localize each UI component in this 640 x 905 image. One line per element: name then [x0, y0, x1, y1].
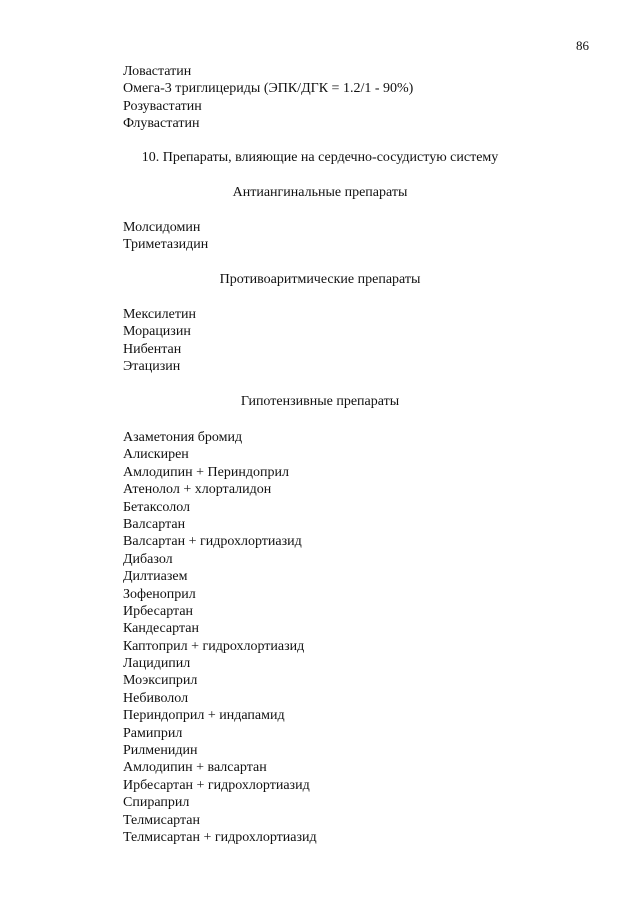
list-item: Амлодипин + Периндоприл: [123, 464, 289, 480]
list-item: Морацизин: [123, 324, 191, 340]
list-item: Каптоприл + гидрохлортиазид: [123, 638, 305, 654]
list-item: Атенолол + хлорталидон: [123, 482, 272, 498]
list-item: Зофеноприл: [123, 586, 196, 602]
antiarrhythmic-list: [123, 306, 196, 376]
list-item: Флувастатин: [123, 116, 200, 132]
antianginal-heading: Антиангинальные препараты: [232, 185, 408, 200]
list-item: Телмисартан + гидрохлортиазид: [123, 829, 317, 845]
hypotensive-heading: Гипотензивные препараты: [240, 394, 400, 409]
list-item: Азаметония бромид: [123, 430, 243, 445]
list-item: Триметазидин: [123, 237, 209, 253]
list-item: Нибентан: [123, 341, 182, 357]
list-item: Кандесартан: [123, 621, 199, 637]
list-item: Молсидомин: [123, 220, 201, 235]
list-item: Омега-3 триглицериды (ЭПК/ДГК = 1.2/1 - 90%): [123, 81, 414, 97]
list-item: Валсартан + гидрохлортиазид: [123, 534, 302, 550]
section-title: 10. Препараты, влияющие на сердечно-сосудистую систему: [141, 150, 499, 165]
list-item: Рамиприл: [123, 725, 183, 741]
list-item: Спираприл: [123, 795, 190, 811]
list-item: Дибазол: [123, 551, 173, 567]
list-item: Телмисартан: [123, 812, 200, 828]
list-item: Бетаксолол: [123, 499, 191, 515]
intro-drug-list: [123, 63, 413, 133]
antianginal-list: [123, 219, 208, 254]
list-item: Розувастатин: [123, 98, 202, 114]
list-item: Дилтиазем: [123, 569, 188, 585]
list-item: Лацидипил: [123, 656, 191, 672]
list-item: Алискирен: [123, 447, 189, 463]
list-item: Моэксиприл: [123, 673, 198, 689]
page-number: 86: [576, 38, 589, 53]
list-item: Этацизин: [123, 359, 181, 375]
antiarrhythmic-heading: Противоаритмические препараты: [219, 272, 421, 287]
list-item: Периндоприл + индапамид: [123, 708, 285, 724]
hypotensive-list: [123, 429, 317, 846]
list-item: Ирбесартан + гидрохлортиазид: [123, 777, 310, 793]
list-item: Ирбесартан: [123, 603, 194, 619]
list-item: Ловастатин: [123, 64, 192, 79]
list-item: Мексилетин: [123, 307, 196, 322]
list-item: Амлодипин + валсартан: [123, 760, 267, 776]
list-item: Рилменидин: [123, 743, 198, 759]
list-item: Небиволол: [123, 690, 189, 706]
list-item: Валсартан: [123, 516, 186, 532]
